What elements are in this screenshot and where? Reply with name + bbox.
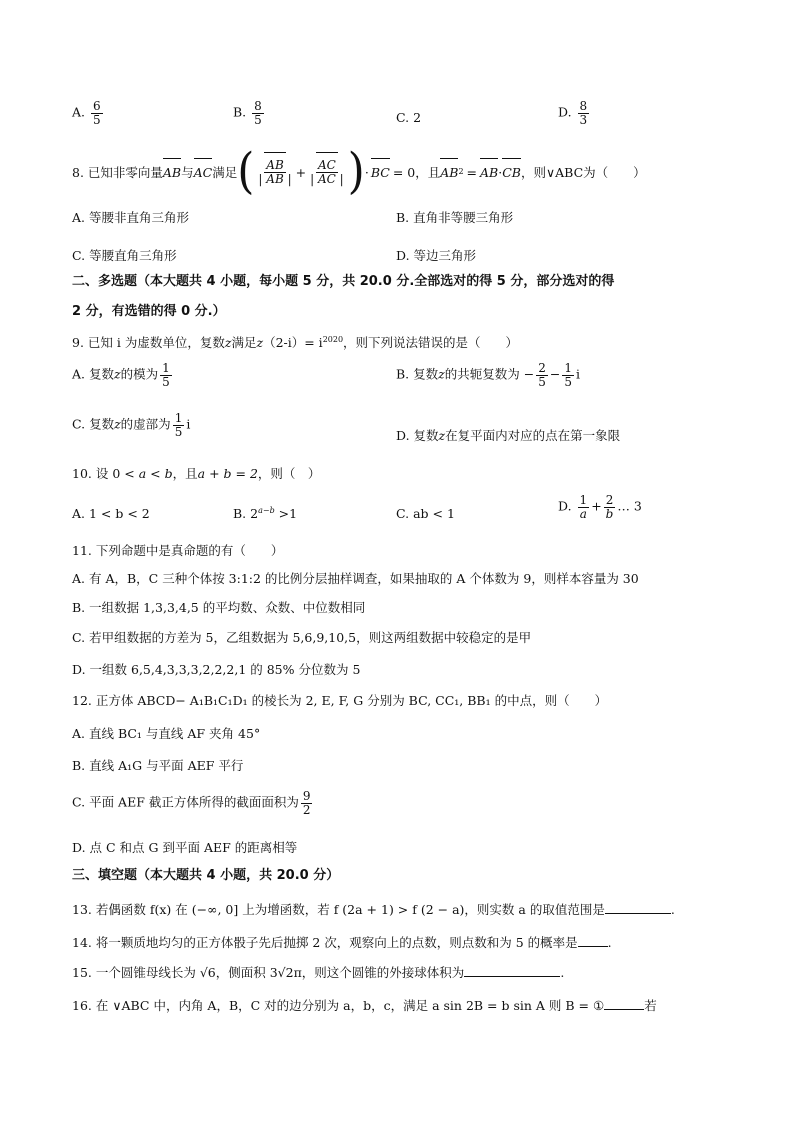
q7-c-label: C. 2 bbox=[396, 110, 422, 125]
q9-d-pre: D. 复数 bbox=[396, 428, 439, 443]
q9-exp: 2020 bbox=[322, 335, 344, 344]
q8-prefix: 8. 已知非零向量 bbox=[72, 164, 163, 180]
q8-stem: 8. 已知非零向量 AB 与 AC 满足 ( $\frac{AB}{| AB |}$ + $\frac{AC}{| AC |}$ ) · BC = 0，且 AB 2 = AB · CB ，则 ∨ABC为（ ） bbox=[72, 143, 646, 200]
q10-b-exp: a−b bbox=[258, 506, 275, 515]
q8-option-c: C. 等腰直角三角形 bbox=[72, 248, 177, 263]
q12-c-den: 2 bbox=[302, 802, 311, 817]
q9-b-den1: 5 bbox=[538, 374, 546, 389]
q9-b-num1: 2 bbox=[538, 361, 546, 375]
q15-text: 15. 一个圆锥母线长为 √6，侧面积 3√2π，则这个圆锥的外接球体积为 bbox=[72, 965, 465, 980]
q13-end: . bbox=[670, 902, 675, 917]
q7-b-label: B. bbox=[233, 104, 247, 120]
q10-d-num1: 1 bbox=[579, 493, 588, 507]
q8-option-b: B. 直角非等腰三角形 bbox=[396, 210, 514, 225]
q8-ze: ，则 bbox=[520, 164, 546, 180]
q9-option-b bbox=[396, 362, 580, 388]
q7-option-a bbox=[72, 100, 105, 126]
q8-vector-ac: AC bbox=[193, 164, 213, 180]
q9-c-den: 5 bbox=[174, 424, 183, 439]
q11-option-d: D. 一组数 6,5,4,3,3,3,2,2,2,1 的 85% 分位数为 5 bbox=[72, 662, 361, 677]
section-2-heading-line1: 二、多选题（本大题共 4 小题，每小题 5 分，共 20.0 分.全部选对的得 5 分，部分选对的得 bbox=[72, 274, 615, 289]
q7-b-num: 8 bbox=[254, 99, 262, 113]
q7-d-label: D. bbox=[558, 104, 572, 120]
q8-vector-bc: BC bbox=[370, 164, 390, 180]
q10-option-a: A. 1 < b < 2 bbox=[72, 506, 150, 521]
q10-stem-b: ，且 bbox=[172, 466, 198, 481]
q9-d-post: 在复平面内对应的点在第一象限 bbox=[445, 428, 621, 443]
q12-option-c bbox=[72, 790, 314, 816]
section-3-heading: 三、填空题（本大题共 4 小题，共 20.0 分） bbox=[72, 868, 340, 883]
q13-answer-blank[interactable] bbox=[605, 913, 671, 914]
q9-stem bbox=[72, 335, 518, 350]
q9-c-num: 1 bbox=[174, 411, 183, 425]
q8-right-paren: ) bbox=[347, 143, 365, 200]
q12-c-num: 9 bbox=[302, 789, 311, 803]
q8-left-paren: ( bbox=[237, 143, 255, 200]
q9-b-i: i bbox=[575, 366, 580, 382]
q8-vector-cb: CB bbox=[502, 164, 521, 180]
q9-option-d bbox=[396, 426, 620, 444]
q9-d-z: z bbox=[438, 428, 446, 443]
q11-option-b: B. 一组数据 1,3,3,4,5 的平均数、众数、中位数相同 bbox=[72, 600, 366, 615]
q14-end: . bbox=[607, 935, 612, 950]
q13-text: 13. 若偶函数 f(x) 在 (−∞, 0] 上为增函数，若 f (2a + 1) > f (2 − a)，则实数 a 的取值范围是 bbox=[72, 902, 605, 917]
q10-d-den2: b bbox=[605, 506, 614, 521]
q9-c-i: i bbox=[186, 416, 191, 432]
q9-stem-d: ，则下列说法错误的是（ ） bbox=[343, 335, 519, 351]
q10-b-post: >1 bbox=[274, 506, 298, 522]
q9-b-minus: − bbox=[549, 366, 561, 382]
q14-text: 14. 将一颗质地均匀的正方体骰子先后抛掷 2 次，观察向上的点数，则点数和为 5 的概率是 bbox=[72, 935, 578, 950]
q8-frac-ac bbox=[308, 159, 346, 185]
q15 bbox=[72, 965, 564, 980]
q12-option-d: D. 点 C 和点 G 到平面 AEF 的距离相等 bbox=[72, 840, 298, 855]
q9-a-fraction bbox=[160, 362, 172, 388]
q9-c-fraction bbox=[173, 412, 185, 438]
q10-d-fraction-2 bbox=[604, 494, 616, 520]
q14 bbox=[72, 935, 612, 950]
q9-a-pre: A. 复数 bbox=[72, 366, 114, 382]
q8-eq0: = 0，且 bbox=[392, 164, 441, 180]
q9-b-post: 的共轭复数为 − bbox=[444, 366, 535, 382]
q10-stem-a: 10. 设 0 < bbox=[72, 466, 135, 481]
q9-a-den: 5 bbox=[162, 374, 170, 389]
q9-c-z: z bbox=[114, 416, 121, 432]
q8-frac-ab bbox=[256, 159, 293, 185]
q7-a-den: 5 bbox=[93, 112, 101, 127]
q8-frac-ac-den: | AC | bbox=[310, 171, 344, 186]
q12-c-pre: C. 平面 AEF 截正方体所得的截面面积为 bbox=[72, 794, 299, 810]
q9-b-num2: 1 bbox=[564, 361, 572, 375]
q8-manzu: 满足 bbox=[212, 164, 238, 180]
q7-b-den: 5 bbox=[254, 112, 262, 127]
q14-answer-blank[interactable] bbox=[578, 946, 608, 947]
q11-option-c: C. 若甲组数据的方差为 5，乙组数据为 5,6,9,10,5，则这两组数据中较稳定的是甲 bbox=[72, 630, 532, 645]
q9-z-2: z bbox=[256, 335, 264, 351]
q8-square: 2 bbox=[458, 167, 464, 177]
q9-b-den2: 5 bbox=[564, 374, 572, 389]
q9-b-pre: B. 复数 bbox=[396, 366, 439, 382]
q10-lt: < bbox=[150, 466, 161, 481]
q9-b-fraction-1 bbox=[536, 362, 548, 388]
q10-b-pre: B. 2 bbox=[233, 506, 259, 522]
q9-a-num: 1 bbox=[162, 361, 170, 375]
q10-stem-c: ，则（ ） bbox=[257, 466, 321, 481]
q12-option-a: A. 直线 BC₁ 与直线 AF 夹角 45° bbox=[72, 726, 261, 741]
q8-vector-ab: AB bbox=[162, 164, 182, 180]
q8-frac-ac-num: AC bbox=[317, 157, 336, 172]
q7-b-fraction bbox=[252, 100, 264, 126]
q12-option-b: B. 直线 A₁G 与平面 AEF 平行 bbox=[72, 758, 244, 773]
q11-option-a: A. 有 A，B，C 三种个体按 3:1:2 的比例分层抽样调查，如果抽取的 A 个体数为 9，则样本容量为 30 bbox=[72, 571, 639, 586]
q9-z: z bbox=[224, 335, 232, 351]
q10-stem bbox=[72, 466, 320, 481]
q16-text: 16. 在 ∨ABC 中，内角 A，B，C 对的边分别为 a，b，c，满足 a sin 2B = b sin A 则 B = ① bbox=[72, 998, 605, 1013]
q16-answer-blank[interactable] bbox=[604, 1009, 644, 1010]
q10-a: a bbox=[138, 466, 147, 481]
q12-c-fraction bbox=[301, 790, 313, 816]
q8-eq: = bbox=[466, 164, 478, 180]
q9-b-fraction-2 bbox=[562, 362, 574, 388]
q9-c-post: 的虚部为 bbox=[120, 416, 171, 432]
q10-d-num2: 2 bbox=[605, 493, 614, 507]
q10-option-d bbox=[558, 494, 642, 520]
q7-option-d bbox=[558, 100, 591, 126]
q9-stem-c: （2-i）= i bbox=[263, 335, 323, 351]
q10-d-fraction-1 bbox=[578, 494, 590, 520]
q8-option-a: A. 等腰非直角三角形 bbox=[72, 210, 189, 225]
q12-stem: 12. 正方体 ABCD− A₁B₁C₁D₁ 的棱长为 2, E, F, G 分别为 BC, CC₁, BB₁ 的中点，则（ ） bbox=[72, 693, 608, 708]
q10-d-pre: D. bbox=[558, 498, 572, 514]
q8-yu: 与 bbox=[181, 164, 194, 180]
q8-tri: ∨ABC为（ ） bbox=[545, 164, 646, 180]
q7-d-fraction bbox=[578, 100, 590, 126]
q8-frac-ab-num: AB bbox=[266, 157, 284, 172]
q8-vector-ab-3: AB bbox=[480, 164, 499, 180]
q9-a-z: z bbox=[113, 366, 121, 382]
q16 bbox=[72, 998, 657, 1013]
q7-a-label: A. bbox=[72, 104, 86, 120]
q7-d-den: 3 bbox=[579, 112, 588, 127]
q9-a-post: 的模为 bbox=[120, 366, 159, 382]
q9-option-c bbox=[72, 412, 190, 438]
q8-option-d: D. 等边三角形 bbox=[396, 248, 477, 263]
q10-sum: a + b = 2 bbox=[197, 466, 258, 481]
q10-option-c: C. ab < 1 bbox=[396, 506, 455, 521]
q10-d-plus: + bbox=[591, 498, 602, 514]
q9-stem-a: 9. 已知 i 为虚数单位，复数 bbox=[72, 335, 225, 351]
q13 bbox=[72, 902, 675, 917]
q10-d-post: … 3 bbox=[617, 498, 642, 514]
q7-a-num: 6 bbox=[93, 99, 101, 113]
q7-option-c bbox=[396, 110, 421, 125]
q9-c-pre: C. 复数 bbox=[72, 416, 115, 432]
q15-answer-blank[interactable] bbox=[464, 976, 560, 977]
q10-option-b bbox=[233, 506, 297, 521]
section-2-heading-line2: 2 分，有选错的得 0 分.） bbox=[72, 304, 226, 319]
q7-option-b bbox=[233, 100, 266, 126]
q9-option-a bbox=[72, 362, 174, 388]
q7-d-num: 8 bbox=[579, 99, 588, 113]
q9-b-z: z bbox=[438, 366, 445, 382]
q11-stem: 11. 下列命题中是真命题的有（ ） bbox=[72, 543, 284, 558]
q8-frac-ab-den: | AB | bbox=[258, 171, 292, 186]
q10-b: b bbox=[164, 466, 173, 481]
q10-d-den1: a bbox=[579, 506, 587, 521]
q7-a-fraction bbox=[91, 100, 103, 126]
q15-end: . bbox=[560, 965, 565, 980]
q9-stem-b: 满足 bbox=[231, 335, 257, 351]
q8-vector-ab-2: AB bbox=[440, 164, 459, 180]
q16-end: 若 bbox=[644, 998, 657, 1013]
